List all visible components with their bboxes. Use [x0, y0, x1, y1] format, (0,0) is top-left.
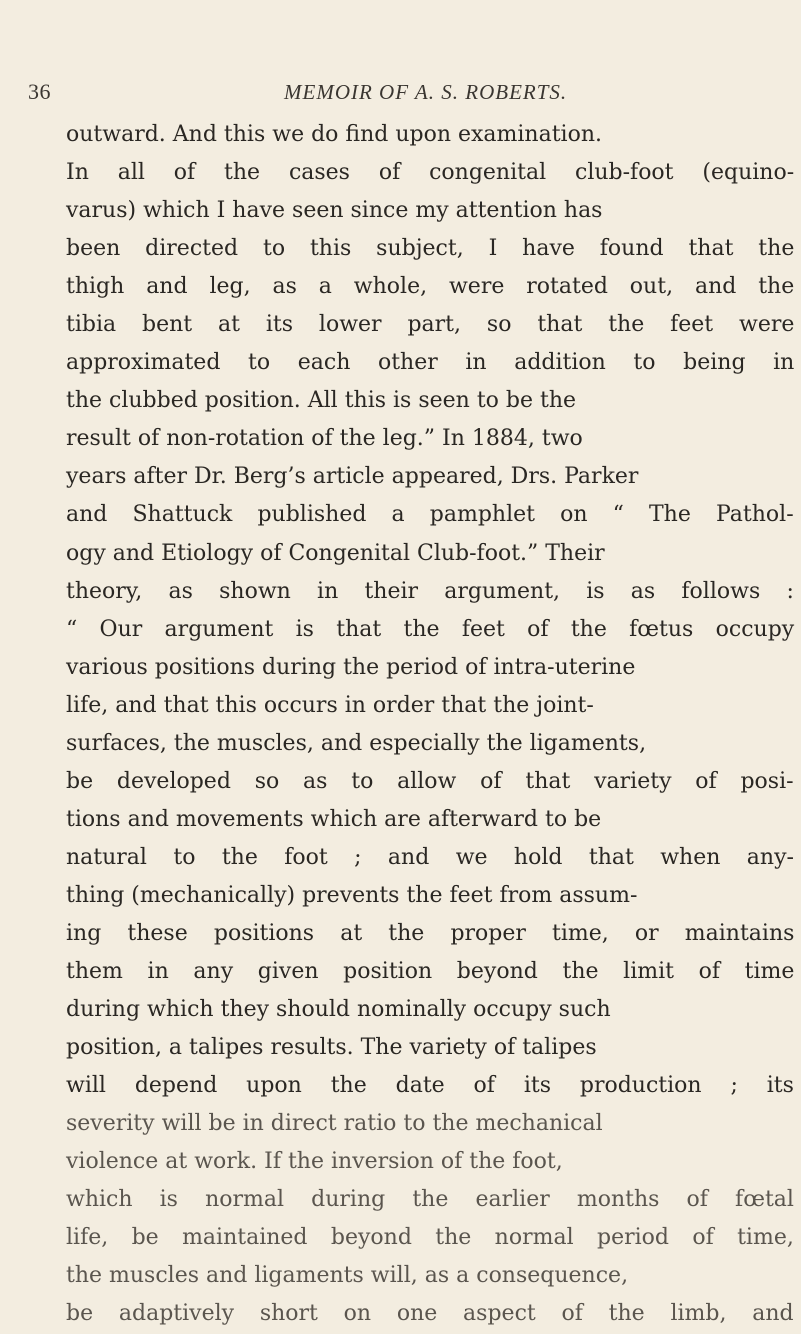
text-line: natural to the foot ; and we hold that when any-	[66, 844, 794, 870]
text-line: the muscles and ligaments will, as a consequence,	[66, 1263, 629, 1289]
text-line: surfaces, the muscles, and especially the ligaments,	[66, 730, 647, 756]
text-line: approximated to each other in addition to being in	[66, 350, 795, 376]
text-line: which is normal during the earlier months of fœtal	[66, 1187, 794, 1213]
text-line: life, be maintained beyond the normal period of time,	[66, 1225, 794, 1251]
text-line: during which they should nominally occupy such	[66, 997, 611, 1023]
text-line: theory, as shown in their argument, is as follows :	[66, 578, 794, 604]
text-line: outward. And this we do find upon examination.	[66, 122, 603, 147]
text-line: position, a talipes results. The variety of talipes	[66, 1035, 597, 1061]
text-line: been directed to this subject, I have found that the	[66, 236, 795, 262]
text-line: thigh and leg, as a whole, were rotated out, and the	[66, 274, 795, 300]
text-line: them in any given position beyond the limit of time	[66, 959, 795, 985]
page-number: 36	[28, 79, 51, 104]
body-text	[66, 116, 794, 1334]
text-line: ing these positions at the proper time, or maintains	[66, 920, 795, 946]
text-line: violence at work. If the inversion of the foot,	[66, 1149, 563, 1175]
text-line: various positions during the period of intra-uterine	[66, 654, 636, 680]
text-line: tibia bent at its lower part, so that the feet were	[66, 312, 795, 338]
text-line: result of non-rotation of the leg.” In 1884, two	[66, 426, 583, 452]
text-line: and Shattuck published a pamphlet on “ The Pathol-	[66, 502, 794, 528]
text-line: In all of the cases of congenital club-foot (equino-	[66, 160, 795, 186]
running-head	[28, 79, 775, 107]
text-line: ogy and Etiology of Congenital Club-foot.” Their	[66, 540, 605, 566]
text-line: thing (mechanically) prevents the feet from assum-	[66, 882, 638, 908]
text-line: be adaptively short on one aspect of the limb, and	[66, 1301, 794, 1327]
text-line: will depend upon the date of its production ; its	[66, 1073, 794, 1099]
text-line: varus) which I have seen since my attention has	[66, 198, 603, 224]
text-line: the clubbed position. All this is seen to be the	[66, 388, 577, 414]
text-line: “ Our argument is that the feet of the fœtus occupy	[66, 616, 795, 642]
text-line: tions and movements which are afterward to be	[66, 806, 602, 832]
text-line: life, and that this occurs in order that the joint-	[66, 692, 594, 718]
text-line: years after Dr. Berg’s article appeared, Drs. Parker	[66, 464, 639, 490]
running-title: MEMOIR OF A. S. ROBERTS.	[284, 80, 568, 104]
text-line: be developed so as to allow of that variety of posi-	[66, 768, 794, 794]
text-line: severity will be in direct ratio to the mechanical	[66, 1111, 603, 1137]
